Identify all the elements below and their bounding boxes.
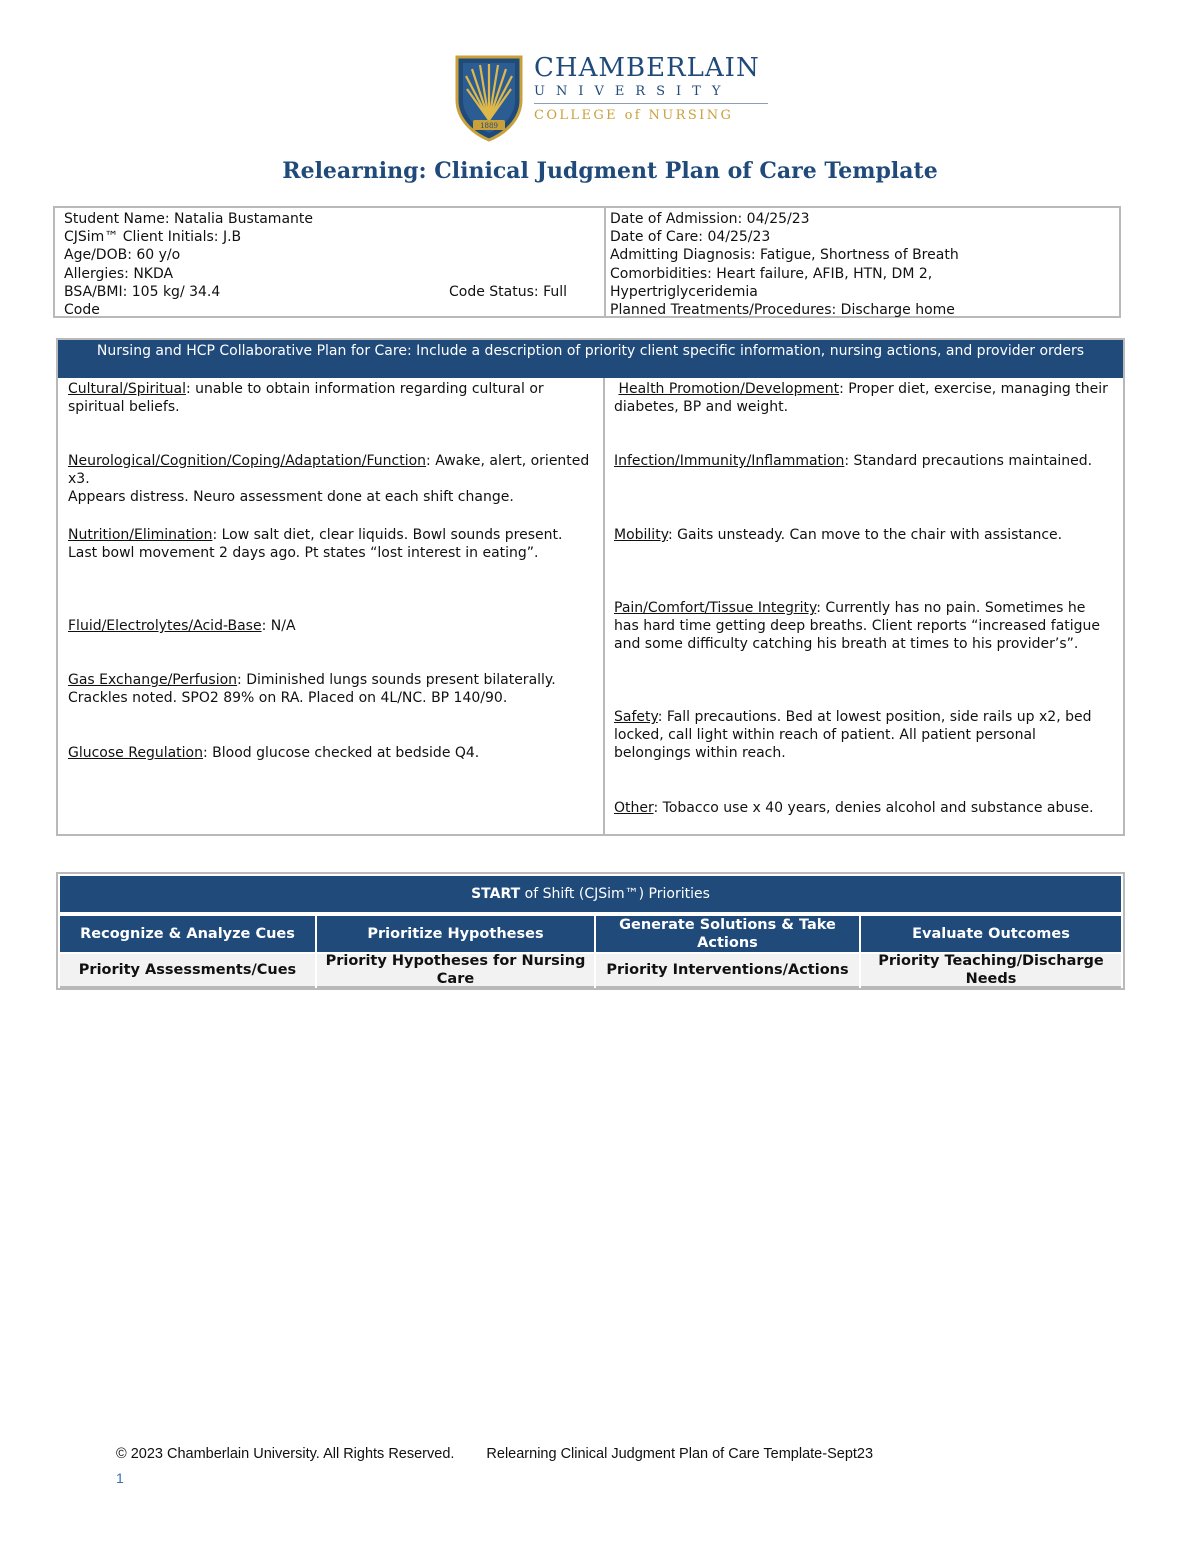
header-recognize-analyze-cues: Recognize & Analyze Cues bbox=[60, 916, 315, 952]
entry-text: : Gaits unsteady. Can move to the chair with assistance. bbox=[667, 527, 1063, 543]
cultural-spiritual-entry bbox=[68, 380, 593, 416]
entry-label: Cultural/Spiritual bbox=[68, 381, 186, 397]
shift-title-bold: START bbox=[471, 886, 521, 902]
other-entry bbox=[614, 799, 1112, 817]
start-of-shift-table bbox=[56, 872, 1125, 990]
header-generate-solutions: Generate Solutions & Take Actions bbox=[596, 916, 859, 952]
gas-exchange-entry bbox=[68, 671, 593, 707]
entry-label: Pain/Comfort/Tissue Integrity bbox=[614, 600, 817, 616]
fluid-electrolytes-entry bbox=[68, 617, 593, 635]
comorbidities-cont: Hypertriglyceridemia bbox=[610, 283, 758, 300]
entry-label: Infection/Immunity/Inflammation bbox=[614, 453, 845, 469]
shift-title-rest: of Shift (CJSim™) Priorities bbox=[520, 886, 710, 902]
entry-text: : Standard precautions maintained. bbox=[844, 453, 1093, 469]
header-prioritize-hypotheses: Prioritize Hypotheses bbox=[317, 916, 594, 952]
infection-immunity-entry bbox=[614, 452, 1112, 470]
sub-priority-teaching: Priority Teaching/Discharge Needs bbox=[861, 954, 1121, 988]
brand-divider bbox=[534, 103, 768, 104]
entry-text: : Low salt diet, clear liquids. Bowl sounds present. Last bowl movement 2 days ago. Pt states “lost interest in eating”. bbox=[68, 527, 563, 562]
entry-label: Fluid/Electrolytes/Acid-Base bbox=[68, 618, 262, 634]
code-label: Code bbox=[64, 302, 100, 319]
date-of-admission: Date of Admission: 04/25/23 bbox=[610, 211, 810, 227]
entry-label: Gas Exchange/Perfusion bbox=[68, 672, 238, 688]
entry-label: Neurological/Cognition/Coping/Adaptation/Function bbox=[68, 453, 427, 469]
entry-text: : Blood glucose checked at bedside Q4. bbox=[203, 745, 480, 761]
client-info-left bbox=[64, 210, 594, 319]
code-status: Code Status: Full bbox=[449, 283, 568, 300]
planned-treatments: Planned Treatments/Procedures: Discharge home bbox=[610, 302, 955, 319]
client-info-table bbox=[53, 206, 1121, 318]
footer-copyright: © 2023 Chamberlain University. All Rights Reserved. bbox=[116, 1446, 455, 1462]
sub-priority-assessments: Priority Assessments/Cues bbox=[60, 954, 315, 988]
entry-label: Glucose Regulation bbox=[68, 745, 203, 761]
entry-text: : unable to obtain information regarding cultural or spiritual beliefs. bbox=[68, 381, 544, 416]
allergies: Allergies: NKDA bbox=[64, 265, 174, 282]
entry-text: : Fall precautions. Bed at lowest position, side rails up x2, bed locked, call light within reach of patient. All patient personal belongings within reach. bbox=[614, 709, 1092, 762]
svg-text:1889: 1889 bbox=[480, 122, 498, 130]
entry-extra: Appears distress. Neuro assessment done at each shift change. bbox=[68, 489, 514, 506]
footer-doc-name: Relearning Clinical Judgment Plan of Care Template-Sept23 bbox=[486, 1446, 874, 1462]
date-of-care: Date of Care: 04/25/23 bbox=[610, 229, 771, 246]
nutrition-elimination-entry bbox=[68, 526, 593, 562]
column-divider bbox=[604, 208, 606, 316]
mobility-entry bbox=[614, 526, 1112, 544]
bsa-bmi: BSA/BMI: 105 kg/ 34.4 bbox=[64, 283, 221, 300]
pain-comfort-entry bbox=[614, 599, 1112, 654]
neurological-entry bbox=[68, 452, 593, 507]
brand-university: UNIVERSITY bbox=[534, 84, 732, 99]
page-footer bbox=[116, 1446, 873, 1462]
entry-text: : Tobacco use x 40 years, denies alcohol and substance abuse. bbox=[653, 800, 1094, 816]
brand-college: COLLEGE of NURSING bbox=[534, 108, 734, 123]
plan-column-divider bbox=[603, 378, 605, 834]
sub-priority-interventions: Priority Interventions/Actions bbox=[596, 954, 859, 988]
admitting-diagnosis: Admitting Diagnosis: Fatigue, Shortness of Breath bbox=[610, 247, 959, 264]
sub-priority-hypotheses: Priority Hypotheses for Nursing Care bbox=[317, 954, 594, 988]
client-initials: CJSim™ Client Initials: J.B bbox=[64, 229, 242, 246]
entry-text: : Diminished lungs sounds present bilaterally. Crackles noted. SPO2 89% on RA. Placed on 4L/NC. BP 140/90. bbox=[68, 672, 556, 707]
comorbidities: Comorbidities: Heart failure, AFIB, HTN, DM 2, bbox=[610, 265, 933, 282]
collaborative-plan-table bbox=[56, 338, 1125, 836]
brand-name: CHAMBERLAIN bbox=[534, 53, 760, 83]
entry-text: : Awake, alert, oriented x3. bbox=[68, 453, 590, 488]
chamberlain-logo bbox=[454, 54, 774, 144]
bsa-bmi-row bbox=[64, 283, 594, 301]
entry-label: Other bbox=[614, 800, 654, 816]
entry-text: : N/A bbox=[261, 618, 296, 634]
entry-label: Health Promotion/Development bbox=[618, 381, 840, 397]
safety-entry bbox=[614, 708, 1112, 763]
shield-year-label bbox=[454, 54, 524, 142]
page-title: Relearning: Clinical Judgment Plan of Care Template bbox=[282, 158, 938, 184]
age-dob: Age/DOB: 60 y/o bbox=[64, 247, 181, 264]
brand-wordmark bbox=[534, 54, 774, 123]
page-number: 1 bbox=[116, 1470, 124, 1486]
entry-label: Safety bbox=[614, 709, 658, 725]
plan-header: Nursing and HCP Collaborative Plan for Care: Include a description of priority client specific information, nursing actions, and provider orders bbox=[58, 340, 1123, 378]
glucose-regulation-entry bbox=[68, 744, 593, 762]
entry-label: Mobility bbox=[614, 527, 668, 543]
entry-text: : Currently has no pain. Sometimes he has hard time getting deep breaths. Client reports “increased fatigue and some difficulty catching his breath at times to his provider’s”. bbox=[614, 600, 1101, 653]
entry-text: : Proper diet, exercise, managing their diabetes, BP and weight. bbox=[614, 381, 1108, 416]
header-evaluate-outcomes: Evaluate Outcomes bbox=[861, 916, 1121, 952]
entry-label: Nutrition/Elimination bbox=[68, 527, 213, 543]
shift-table-title bbox=[60, 876, 1121, 912]
health-promotion-entry bbox=[614, 380, 1112, 416]
student-name: Student Name: Natalia Bustamante bbox=[64, 211, 313, 227]
client-info-right bbox=[610, 210, 1115, 319]
